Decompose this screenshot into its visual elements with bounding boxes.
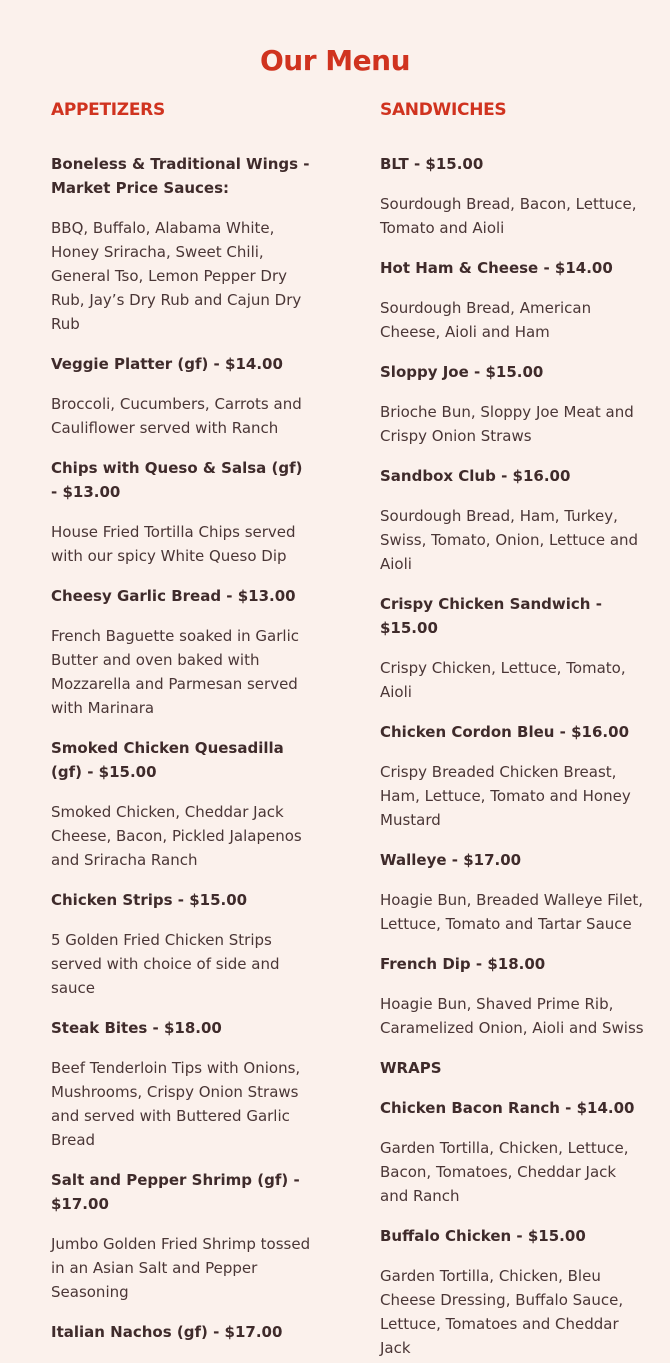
menu-item-name: Chicken Strips - $15.00 — [51, 891, 248, 909]
sandwiches-heading: SANDWICHES — [380, 100, 507, 120]
menu-item-name: Chicken Bacon Ranch - $14.00 — [380, 1099, 635, 1117]
menu-item-name: French Dip - $18.00 — [380, 955, 546, 973]
menu-item-name: Walleye - $17.00 — [380, 851, 522, 869]
menu-item-description: French Baguette soaked in Garlic Butter and oven baked with Mozzarella and Parmesan served with Marinara — [51, 627, 299, 717]
menu-item-description: Sourdough Bread, American Cheese, Aioli and Ham — [380, 299, 592, 341]
menu-item-description: Garden Tortilla, Chicken, Bleu Cheese Dressing, Buffalo Sauce, Lettuce, Tomatoes and Cheddar Jack — [380, 1267, 624, 1357]
appetizers-heading: APPETIZERS — [51, 100, 165, 120]
menu-item-description: Brioche Bun, Sloppy Joe Meat and Crispy Onion Straws — [380, 403, 634, 445]
menu-item-name: Salt and Pepper Shrimp (gf) - $17.00 — [51, 1171, 300, 1213]
menu-item-name: Boneless & Traditional Wings - Market Price Sauces: — [51, 155, 310, 197]
menu-item-name: Hot Ham & Cheese - $14.00 — [380, 259, 613, 277]
menu-item-description: Hoagie Bun, Shaved Prime Rib, Caramelized Onion, Aioli and Swiss — [380, 995, 644, 1037]
menu-item-description: Hoagie Bun, Breaded Walleye Filet, Lettuce, Tomato and Tartar Sauce — [380, 891, 644, 933]
menu-item-description: 5 Golden Fried Chicken Strips served with choice of side and sauce — [51, 931, 280, 997]
menu-item-name: Chips with Queso & Salsa (gf) - $13.00 — [51, 459, 303, 501]
menu-item-description: Beef Tenderloin Tips with Onions, Mushrooms, Crispy Onion Straws and served with Buttered Garlic Bread — [51, 1059, 301, 1149]
menu-item-description: Jumbo Golden Fried Shrimp tossed in an Asian Salt and Pepper Seasoning — [51, 1235, 311, 1301]
menu-item-name: Sloppy Joe - $15.00 — [380, 363, 544, 381]
wraps-heading: WRAPS — [380, 1059, 442, 1077]
menu-item-description: Broccoli, Cucumbers, Carrots and Cauliflower served with Ranch — [51, 395, 302, 437]
menu-item-description: House Fried Tortilla Chips served with our spicy White Queso Dip — [51, 523, 296, 565]
menu-item-description: Crispy Breaded Chicken Breast, Ham, Lettuce, Tomato and Honey Mustard — [380, 763, 631, 829]
menu-item-name: Sandbox Club - $16.00 — [380, 467, 571, 485]
menu-item-name: Chicken Cordon Bleu - $16.00 — [380, 723, 630, 741]
menu-item-description: Crispy Chicken, Lettuce, Tomato, Aioli — [380, 659, 626, 701]
menu-item-description: Smoked Chicken, Cheddar Jack Cheese, Bacon, Pickled Jalapenos and Sriracha Ranch — [51, 803, 302, 869]
menu-item-name: Steak Bites - $18.00 — [51, 1019, 222, 1037]
menu-item-name: Crispy Chicken Sandwich - $15.00 — [380, 595, 602, 637]
menu-item-name: BLT - $15.00 — [380, 155, 484, 173]
menu-item-name: Veggie Platter (gf) - $14.00 — [51, 355, 283, 373]
menu-item-name: Cheesy Garlic Bread - $13.00 — [51, 587, 296, 605]
menu-item-description: BBQ, Buffalo, Alabama White, Honey Sriracha, Sweet Chili, General Tso, Lemon Pepper Dry Rub, Jay’s Dry Rub and Cajun Dry Rub — [51, 219, 302, 333]
menu-item-description: Sourdough Bread, Bacon, Lettuce, Tomato and Aioli — [380, 195, 637, 237]
menu-item-description: Sourdough Bread, Ham, Turkey, Swiss, Tomato, Onion, Lettuce and Aioli — [380, 507, 639, 573]
appetizers-column — [51, 98, 313, 1360]
menu-item-description: Garden Tortilla, Chicken, Lettuce, Bacon, Tomatoes, Cheddar Jack and Ranch — [380, 1139, 629, 1205]
menu-item-name: Smoked Chicken Quesadilla (gf) - $15.00 — [51, 739, 284, 781]
menu-item-name: Buffalo Chicken - $15.00 — [380, 1227, 586, 1245]
sandwiches-column — [380, 98, 646, 1363]
menu-item-name: Italian Nachos (gf) - $17.00 — [51, 1323, 283, 1341]
page-title: Our Menu — [259, 44, 410, 77]
